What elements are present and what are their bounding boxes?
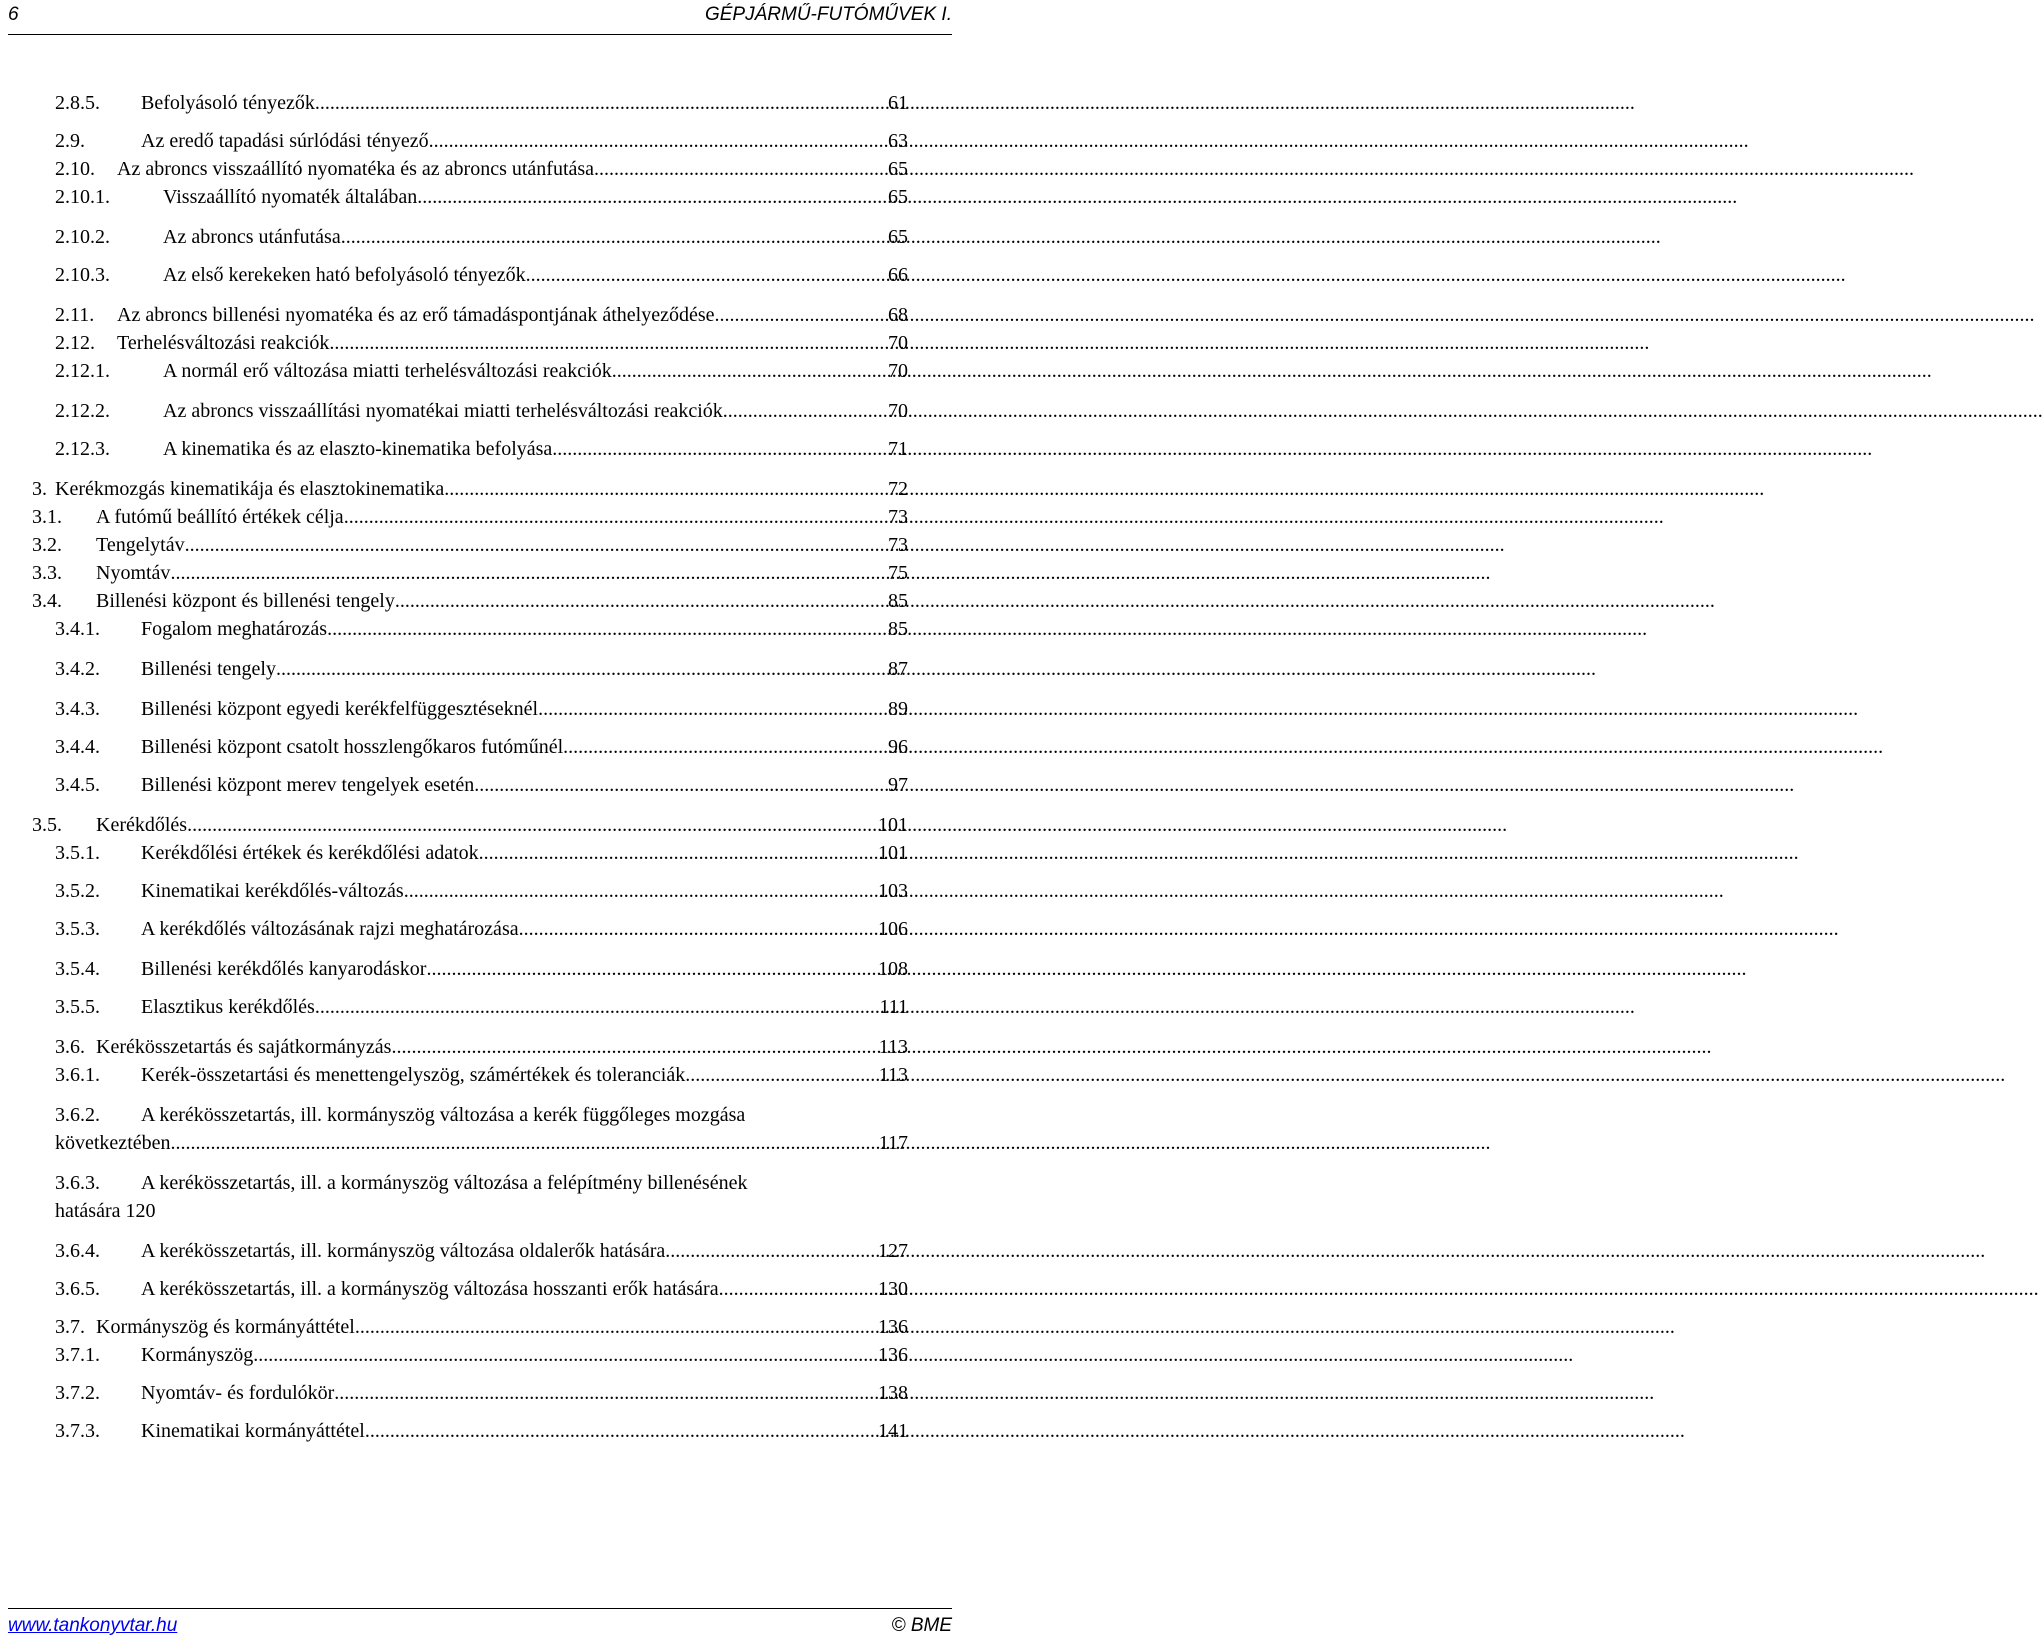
toc-entry[interactable] — [55, 696, 908, 722]
toc-number: 3.6.4. — [55, 1240, 100, 1262]
toc-page: 85 — [888, 590, 908, 612]
toc-title: A kerékösszetartás, ill. kormányszög változása a kerék függőleges mozgása — [141, 1104, 746, 1126]
toc-entry[interactable] — [55, 436, 908, 462]
toc-leader — [344, 504, 886, 530]
toc-entry[interactable] — [55, 1314, 908, 1340]
toc-page: 101 — [878, 814, 908, 836]
toc-entry[interactable] — [55, 956, 908, 982]
toc-number: 2.10.2. — [55, 226, 110, 248]
toc-page: 87 — [888, 658, 908, 680]
toc-title: Kerékdőlési értékek és kerékdőlési adatok — [141, 842, 479, 864]
toc-title: Nyomtáv — [96, 562, 171, 584]
toc-entry[interactable] — [55, 1062, 908, 1088]
toc-title: Az abroncs billenési nyomatéka és az erő támadáspontjának áthelyeződése — [117, 304, 715, 326]
toc-entry[interactable] — [55, 1276, 908, 1302]
page-number: 6 — [8, 4, 19, 25]
toc-number: 3.5.1. — [55, 842, 100, 864]
toc-entry[interactable] — [55, 1380, 908, 1406]
toc-number: 2.8.5. — [55, 92, 100, 114]
toc-page: 71 — [888, 438, 908, 460]
toc-page: 103 — [878, 880, 908, 902]
toc-page: 97 — [888, 774, 908, 796]
toc-entry[interactable] — [55, 262, 908, 288]
copyright-notice: © BME — [891, 1615, 952, 1636]
toc-number: 3.2. — [32, 534, 62, 556]
toc-number: 3. — [32, 478, 47, 500]
toc-page: 108 — [878, 958, 908, 980]
toc-number: 3.4. — [32, 590, 62, 612]
toc-page: 111 — [879, 996, 908, 1018]
toc-number: 3.5.5. — [55, 996, 100, 1018]
toc-leader — [315, 90, 886, 116]
toc-title: hatására 120 — [55, 1200, 156, 1222]
toc-title: Kinematikai kerékdőlés-változás — [141, 880, 404, 902]
toc-leader — [329, 330, 886, 356]
toc-title: Az abroncs visszaállító nyomatéka és az abroncs utánfutása — [117, 158, 595, 180]
toc-page: 73 — [888, 506, 908, 528]
toc-leader — [187, 812, 876, 838]
toc-title: Az első kerekeken ható befolyásoló tényezők — [163, 264, 526, 286]
toc-number: 3.7.3. — [55, 1420, 100, 1442]
toc-page: 101 — [878, 842, 908, 864]
toc-title: A kinematika és az elaszto-kinematika befolyása — [163, 438, 553, 460]
toc-leader — [365, 1418, 876, 1444]
toc-number: 2.12.2. — [55, 400, 110, 422]
toc-title: Kerékmozgás kinematikája és elasztokinematika — [55, 478, 445, 500]
website-link[interactable]: www.tankonyvtar.hu — [8, 1615, 178, 1636]
toc-entry[interactable] — [55, 184, 908, 210]
toc-leader — [612, 358, 886, 384]
toc-page: 65 — [888, 226, 908, 248]
toc-leader — [327, 616, 886, 642]
toc-title: A normál erő változása miatti terhelésváltozási reakciók — [163, 360, 612, 382]
toc-leader — [715, 302, 886, 328]
toc-number: 3.6.1. — [55, 1064, 100, 1086]
toc-leader — [719, 1276, 876, 1302]
toc-leader — [171, 1130, 877, 1156]
toc-page: 65 — [888, 186, 908, 208]
toc-entry[interactable] — [55, 840, 908, 866]
toc-leader — [170, 560, 886, 586]
toc-title: Billenési tengely — [141, 658, 276, 680]
page-footer — [8, 1608, 952, 1643]
toc-page: 85 — [888, 618, 908, 640]
toc-number: 3.5.2. — [55, 880, 100, 902]
toc-number: 2.10. — [55, 158, 95, 180]
toc-leader — [474, 772, 886, 798]
toc-leader — [391, 1034, 876, 1060]
toc-title: A futómű beállító értékek célja — [96, 506, 344, 528]
toc-leader — [479, 840, 876, 866]
toc-entry[interactable] — [55, 1034, 908, 1060]
toc-title: Befolyásoló tényezők — [141, 92, 315, 114]
toc-leader — [526, 262, 886, 288]
toc-page: 136 — [878, 1316, 908, 1338]
toc-entry[interactable] — [55, 224, 908, 250]
toc-title: Fogalom meghatározás — [141, 618, 328, 640]
toc-leader — [429, 128, 886, 154]
toc-page: 89 — [888, 698, 908, 720]
toc-entry[interactable] — [55, 398, 908, 424]
toc-number: 3.5.3. — [55, 918, 100, 940]
toc-leader — [355, 1314, 876, 1340]
toc-page: 113 — [878, 1036, 908, 1058]
toc-title: Billenési központ merev tengelyek esetén — [141, 774, 475, 796]
toc-number: 3.4.1. — [55, 618, 100, 640]
toc-leader — [404, 878, 876, 904]
toc-number: 3.3. — [32, 562, 62, 584]
running-title: GÉPJÁRMŰ-FUTÓMŰVEK I. — [704, 4, 952, 25]
toc-entry[interactable] — [55, 302, 908, 328]
toc-title: Nyomtáv- és fordulókör — [141, 1382, 335, 1404]
toc-entry[interactable] — [55, 1342, 908, 1368]
toc-entry[interactable] — [32, 560, 908, 586]
toc-leader — [334, 1380, 876, 1406]
toc-title: A kerékösszetartás, ill. kormányszög változása oldalerők hatására — [141, 1240, 666, 1262]
toc-title: Az abroncs visszaállítási nyomatékai miatti terhelésváltozási reakciók — [163, 400, 723, 422]
toc-page: 63 — [888, 130, 908, 152]
toc-leader — [444, 476, 886, 502]
toc-entry[interactable] — [32, 476, 908, 502]
toc-title: Az eredő tapadási súrlódási tényező — [141, 130, 429, 152]
toc-page: 72 — [888, 478, 908, 500]
toc-title: Kormányszög — [141, 1344, 254, 1366]
toc-title: A kerékdőlés változásának rajzi meghatározása — [141, 918, 519, 940]
toc-number: 3.6.2. — [55, 1104, 100, 1126]
toc-number: 3.4.5. — [55, 774, 100, 796]
page — [0, 0, 960, 1645]
toc-entry[interactable] — [55, 128, 908, 154]
toc-title: Az abroncs utánfutása — [163, 226, 341, 248]
toc-entry[interactable] — [32, 532, 908, 558]
toc-title: Tengelytáv — [96, 534, 185, 556]
toc-entry[interactable] — [55, 616, 908, 642]
toc-page: 113 — [878, 1064, 908, 1086]
toc-page: 66 — [888, 264, 908, 286]
toc-title: Kinematikai kormányáttétel — [141, 1420, 365, 1442]
toc-number: 3.1. — [32, 506, 62, 528]
toc-title: A kerékösszetartás, ill. a kormányszög változása hosszanti erők hatására — [141, 1278, 719, 1300]
toc-title: Kerékdőlés — [96, 814, 188, 836]
toc-title: Billenési központ csatolt hosszlengőkaros futóműnél — [141, 736, 564, 758]
toc-page: 61 — [888, 92, 908, 114]
toc-leader — [276, 656, 886, 682]
toc-page: 65 — [888, 158, 908, 180]
toc-number: 3.6.5. — [55, 1278, 100, 1300]
toc-number: 3.4.2. — [55, 658, 100, 680]
toc-page: 117 — [878, 1132, 908, 1154]
toc-title: Terhelésváltozási reakciók — [117, 332, 330, 354]
toc-number: 2.10.3. — [55, 264, 110, 286]
toc-entry-continuation[interactable] — [55, 1198, 908, 1224]
toc-entry[interactable] — [55, 916, 908, 942]
toc-page: 70 — [888, 400, 908, 422]
toc-number: 3.6.3. — [55, 1172, 100, 1194]
toc-leader — [723, 398, 886, 424]
toc-entry[interactable] — [55, 734, 908, 760]
toc-entry[interactable] — [32, 588, 908, 614]
toc-title: A kerékösszetartás, ill. a kormányszög változása a felépítmény billenésének — [141, 1172, 748, 1194]
toc-entry[interactable] — [55, 656, 908, 682]
toc-leader — [665, 1238, 876, 1264]
toc-page: 127 — [878, 1240, 908, 1262]
toc-title: Billenési központ és billenési tengely — [96, 590, 395, 612]
toc-number: 3.4.4. — [55, 736, 100, 758]
toc-number: 2.10.1. — [55, 186, 110, 208]
toc-page: 68 — [888, 304, 908, 326]
toc-entry[interactable] — [32, 504, 908, 530]
toc-number: 3.7. — [55, 1316, 85, 1338]
toc-entry[interactable] — [55, 156, 908, 182]
toc-page: 130 — [878, 1278, 908, 1300]
toc-leader — [341, 224, 886, 250]
toc-leader — [185, 532, 886, 558]
toc-title: Kerékösszetartás és sajátkormányzás — [96, 1036, 392, 1058]
toc-title: Elasztikus kerékdőlés — [141, 996, 315, 1018]
toc-number: 2.12. — [55, 332, 95, 354]
toc-number: 2.12.3. — [55, 438, 110, 460]
toc-number: 3.5. — [32, 814, 62, 836]
toc-page: 138 — [878, 1382, 908, 1404]
toc-number: 3.7.2. — [55, 1382, 100, 1404]
toc-title: Billenési központ egyedi kerékfelfüggesztéseknél — [141, 698, 539, 720]
toc-entry[interactable] — [55, 1102, 908, 1128]
toc-entry[interactable] — [55, 90, 908, 116]
toc-leader — [519, 916, 876, 942]
toc-leader — [685, 1062, 877, 1088]
toc-leader — [395, 588, 886, 614]
toc-title: Visszaállító nyomaték általában — [163, 186, 418, 208]
toc-entry-continuation[interactable] — [55, 1130, 908, 1156]
toc-title: Kerék-összetartási és menettengelyszög, számértékek és toleranciák — [141, 1064, 686, 1086]
table-of-contents — [0, 0, 960, 1645]
toc-number: 2.11. — [55, 304, 95, 326]
toc-entry[interactable] — [55, 330, 908, 356]
toc-leader — [417, 184, 886, 210]
toc-page: 136 — [878, 1344, 908, 1366]
toc-number: 2.12.1. — [55, 360, 110, 382]
toc-entry[interactable] — [55, 1238, 908, 1264]
toc-entry[interactable] — [55, 1418, 908, 1444]
toc-number: 2.9. — [55, 130, 85, 152]
toc-entry[interactable] — [55, 358, 908, 384]
toc-page: 70 — [888, 332, 908, 354]
toc-page: 141 — [878, 1420, 908, 1442]
toc-leader — [563, 734, 886, 760]
toc-title: Billenési kerékdőlés kanyarodáskor — [141, 958, 427, 980]
toc-number: 3.6. — [55, 1036, 85, 1058]
toc-leader — [315, 994, 878, 1020]
toc-entry[interactable] — [55, 994, 908, 1020]
toc-number: 3.7.1. — [55, 1344, 100, 1366]
toc-page: 70 — [888, 360, 908, 382]
toc-leader — [594, 156, 886, 182]
toc-page: 106 — [878, 918, 908, 940]
toc-title: Kormányszög és kormányáttétel — [96, 1316, 355, 1338]
toc-page: 75 — [888, 562, 908, 584]
toc-leader — [426, 956, 876, 982]
toc-entry[interactable] — [55, 878, 908, 904]
toc-number: 3.4.3. — [55, 698, 100, 720]
toc-entry[interactable] — [32, 812, 908, 838]
toc-leader — [538, 696, 886, 722]
toc-page: 96 — [888, 736, 908, 758]
toc-entry[interactable] — [55, 1170, 908, 1196]
toc-leader — [552, 436, 886, 462]
toc-title: következtében — [55, 1132, 171, 1154]
toc-leader — [253, 1342, 876, 1368]
toc-page: 73 — [888, 534, 908, 556]
toc-entry[interactable] — [55, 772, 908, 798]
toc-number: 3.5.4. — [55, 958, 100, 980]
